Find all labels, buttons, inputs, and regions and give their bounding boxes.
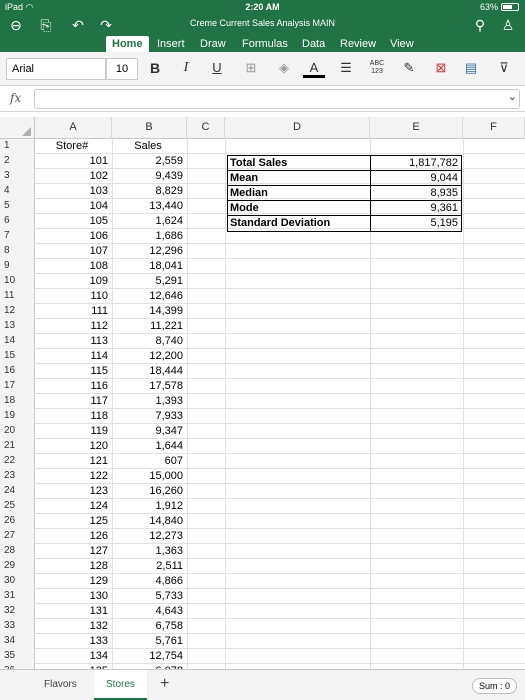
row-header[interactable]: 22 bbox=[0, 454, 35, 469]
row-header[interactable]: 24 bbox=[0, 484, 35, 499]
cell-sales[interactable]: 8,829 bbox=[155, 185, 183, 197]
cell-store[interactable]: 118 bbox=[90, 410, 108, 422]
cell-sales[interactable]: 7,933 bbox=[155, 410, 183, 422]
summary-value[interactable]: 5,195 bbox=[430, 217, 458, 229]
cell-store[interactable]: 133 bbox=[89, 635, 108, 647]
row-header[interactable]: 15 bbox=[0, 349, 35, 364]
table-row bbox=[0, 289, 525, 304]
row-header[interactable]: 27 bbox=[0, 529, 35, 544]
cell-store[interactable]: 117 bbox=[90, 395, 108, 407]
tab-draw[interactable]: Draw bbox=[200, 38, 226, 50]
cell-sales[interactable]: 16,260 bbox=[149, 485, 183, 497]
status-sum: Sum : 0 bbox=[472, 678, 517, 694]
cell-sales[interactable]: 13,440 bbox=[149, 200, 183, 212]
row-header[interactable]: 3 bbox=[0, 169, 35, 184]
cell-store[interactable]: 129 bbox=[89, 575, 108, 587]
undo-icon[interactable]: ↶ bbox=[72, 16, 84, 33]
table-row bbox=[0, 244, 525, 259]
title-bar bbox=[0, 14, 525, 36]
table-row bbox=[0, 634, 525, 649]
ribbon-tabs bbox=[0, 36, 525, 52]
cell-sales[interactable]: 12,200 bbox=[149, 350, 183, 362]
tab-insert[interactable]: Insert bbox=[157, 38, 185, 50]
summary-row bbox=[228, 171, 461, 186]
add-sheet-button[interactable]: + bbox=[160, 675, 170, 692]
tab-view[interactable]: View bbox=[390, 38, 414, 50]
table-row bbox=[0, 424, 525, 439]
device-label: iPad ◠ bbox=[5, 2, 34, 12]
row-header[interactable]: 18 bbox=[0, 394, 35, 409]
summary-label[interactable]: Mode bbox=[230, 202, 259, 214]
cell-sales[interactable]: 1,393 bbox=[155, 395, 183, 407]
cell-sales[interactable]: 15,000 bbox=[149, 470, 183, 482]
row-header[interactable]: 35 bbox=[0, 649, 35, 664]
cell-store[interactable]: 104 bbox=[89, 200, 108, 212]
cell-store[interactable]: 114 bbox=[90, 350, 108, 362]
row-header[interactable]: 16 bbox=[0, 364, 35, 379]
table-row bbox=[0, 619, 525, 634]
cell-sales[interactable]: 6,758 bbox=[155, 620, 183, 632]
tab-home[interactable]: Home bbox=[106, 36, 149, 52]
status-bar bbox=[0, 0, 525, 14]
row-header[interactable]: 19 bbox=[0, 409, 35, 424]
table-row bbox=[0, 529, 525, 544]
cell-sales[interactable]: 1,912 bbox=[155, 500, 183, 512]
font-name-box[interactable]: Arial bbox=[6, 58, 106, 80]
row-header[interactable]: 26 bbox=[0, 514, 35, 529]
table-row bbox=[0, 559, 525, 574]
share-user-icon[interactable]: ♙ bbox=[501, 16, 515, 33]
row-header[interactable]: 8 bbox=[0, 244, 35, 259]
cell-store[interactable]: 115 bbox=[90, 365, 108, 377]
row-header[interactable]: 33 bbox=[0, 619, 35, 634]
cell-sales[interactable]: 607 bbox=[164, 455, 183, 467]
table-row bbox=[0, 379, 525, 394]
cell-store[interactable]: 121 bbox=[89, 455, 108, 467]
cell-store[interactable]: 110 bbox=[90, 290, 108, 302]
cell-sales[interactable]: 12,273 bbox=[149, 530, 183, 542]
cell-store[interactable]: 120 bbox=[89, 440, 108, 452]
row-header[interactable]: 20 bbox=[0, 424, 35, 439]
summary-table bbox=[227, 155, 462, 232]
row-header[interactable]: 11 bbox=[0, 289, 35, 304]
table-row bbox=[0, 454, 525, 469]
summary-label[interactable]: Median bbox=[230, 187, 268, 199]
row-header[interactable]: 32 bbox=[0, 604, 35, 619]
number-format-button[interactable]: ABC 123 bbox=[369, 60, 385, 75]
cell-store[interactable]: 131 bbox=[89, 605, 108, 617]
cell-sales[interactable]: 1,686 bbox=[155, 230, 183, 242]
file-icon[interactable]: ⎘ bbox=[40, 16, 52, 33]
cell-sales[interactable]: 12,646 bbox=[149, 290, 183, 302]
home-toolbar bbox=[0, 52, 525, 86]
tab-formulas[interactable]: Formulas bbox=[242, 38, 288, 50]
cell-store[interactable]: 123 bbox=[89, 485, 108, 497]
cell-sales[interactable]: 12,754 bbox=[149, 650, 183, 662]
table-row bbox=[0, 319, 525, 334]
row-header[interactable]: 2 bbox=[0, 154, 35, 169]
table-row bbox=[0, 259, 525, 274]
summary-row bbox=[228, 156, 461, 171]
cell-sales[interactable]: 5,291 bbox=[155, 275, 183, 287]
cell-sales[interactable]: 2,511 bbox=[156, 560, 183, 572]
table-row bbox=[0, 139, 525, 154]
tab-review[interactable]: Review bbox=[340, 38, 377, 50]
summary-label[interactable]: Mean bbox=[230, 172, 259, 184]
table-row bbox=[0, 469, 525, 484]
sort-filter-icon[interactable]: ⊽ bbox=[499, 60, 509, 75]
row-header[interactable]: 7 bbox=[0, 229, 35, 244]
sheet-tab-stores[interactable]: Stores bbox=[94, 670, 147, 700]
insert-delete-icon[interactable]: ⊠ bbox=[435, 60, 447, 75]
redo-icon[interactable]: ↷ bbox=[100, 16, 112, 33]
tab-data[interactable]: Data bbox=[302, 38, 326, 50]
table-row bbox=[0, 349, 525, 364]
row-header[interactable]: 12 bbox=[0, 304, 35, 319]
cell-sales[interactable]: 14,399 bbox=[149, 305, 183, 317]
column-headers bbox=[0, 117, 525, 139]
row-header[interactable]: 28 bbox=[0, 544, 35, 559]
cell-sales[interactable]: 1,624 bbox=[155, 215, 183, 227]
column-header-a[interactable]: A bbox=[35, 117, 112, 139]
back-icon[interactable]: ⊖ bbox=[10, 16, 22, 33]
row-header[interactable]: 13 bbox=[0, 319, 35, 334]
battery-icon bbox=[501, 3, 519, 11]
search-icon[interactable]: ⚲ bbox=[474, 16, 486, 33]
column-header-b[interactable]: B bbox=[112, 117, 187, 139]
cell-store[interactable]: 127 bbox=[89, 545, 108, 557]
cell-store[interactable]: 113 bbox=[90, 335, 108, 347]
select-all-corner[interactable] bbox=[0, 117, 35, 139]
column-header-c[interactable]: C bbox=[187, 117, 225, 139]
cell-sales[interactable]: 9,439 bbox=[155, 170, 183, 182]
cell-sales[interactable]: 11,221 bbox=[150, 320, 183, 332]
format-cells-icon[interactable]: ▤ bbox=[464, 60, 478, 75]
table-row bbox=[0, 334, 525, 349]
align-icon[interactable]: ☰ bbox=[340, 60, 352, 75]
battery-fill bbox=[503, 5, 512, 9]
table-row bbox=[0, 589, 525, 604]
battery-status bbox=[480, 2, 519, 12]
sheet-tab-flavors[interactable]: Flavors bbox=[44, 679, 77, 690]
cell-store[interactable]: 132 bbox=[89, 620, 108, 632]
row-header[interactable]: 30 bbox=[0, 574, 35, 589]
table-row bbox=[0, 409, 525, 424]
row-header[interactable]: 25 bbox=[0, 499, 35, 514]
cell-sales[interactable]: 4,643 bbox=[155, 605, 183, 617]
cell-sales[interactable]: 2,559 bbox=[155, 155, 183, 167]
summary-label[interactable]: Standard Deviation bbox=[230, 217, 331, 229]
cell-store[interactable]: 128 bbox=[89, 560, 108, 572]
column-header-d[interactable]: D bbox=[225, 117, 370, 139]
formula-input[interactable] bbox=[34, 89, 520, 109]
cell-store[interactable]: 108 bbox=[89, 260, 108, 272]
row-header[interactable]: 4 bbox=[0, 184, 35, 199]
cell-sales[interactable]: 17,578 bbox=[149, 380, 183, 392]
wifi-icon: ◠ bbox=[25, 2, 34, 12]
cell-store[interactable]: 126 bbox=[89, 530, 108, 542]
table-row bbox=[0, 514, 525, 529]
cell-sales[interactable]: 1,363 bbox=[155, 545, 183, 557]
underline-button[interactable]: U bbox=[212, 60, 222, 75]
font-size-box[interactable]: 10 bbox=[106, 58, 138, 80]
table-row bbox=[0, 364, 525, 379]
column-header-f[interactable]: F bbox=[463, 117, 525, 139]
document-title: Creme Current Sales Analysis MAIN bbox=[189, 18, 336, 28]
cell-sales[interactable]: 12,296 bbox=[149, 245, 183, 257]
cell-store[interactable]: 130 bbox=[89, 590, 108, 602]
cell-store[interactable]: 116 bbox=[90, 380, 108, 392]
summary-label[interactable]: Total Sales bbox=[230, 157, 288, 169]
summary-value[interactable]: 9,361 bbox=[430, 202, 458, 214]
cell-sales[interactable]: 18,444 bbox=[149, 365, 183, 377]
summary-row bbox=[228, 216, 461, 231]
cell-sales[interactable]: 5,761 bbox=[155, 635, 183, 647]
row-header[interactable]: 14 bbox=[0, 334, 35, 349]
cell-store[interactable]: 101 bbox=[89, 155, 108, 167]
cell-store[interactable]: 119 bbox=[90, 425, 108, 437]
row-header[interactable]: 5 bbox=[0, 199, 35, 214]
row-header[interactable]: 31 bbox=[0, 589, 35, 604]
column-header-e[interactable]: E bbox=[370, 117, 463, 139]
fx-icon: fx bbox=[10, 91, 22, 105]
cell-store[interactable]: 102 bbox=[89, 170, 108, 182]
row-header[interactable]: 34 bbox=[0, 634, 35, 649]
row-header[interactable]: 17 bbox=[0, 379, 35, 394]
italic-button[interactable]: I bbox=[183, 60, 189, 75]
borders-icon[interactable]: ⊞ bbox=[245, 60, 257, 75]
cell-sales[interactable]: Sales bbox=[134, 140, 162, 152]
cell-store[interactable]: 103 bbox=[89, 185, 108, 197]
bold-button[interactable]: B bbox=[149, 60, 161, 76]
cell-sales[interactable]: 14,840 bbox=[149, 515, 183, 527]
cell-store[interactable]: 111 bbox=[91, 305, 108, 317]
summary-value[interactable]: 9,044 bbox=[430, 172, 458, 184]
table-row bbox=[0, 499, 525, 514]
cell-sales[interactable]: 8,740 bbox=[155, 335, 183, 347]
row-header[interactable]: 9 bbox=[0, 259, 35, 274]
row-header[interactable]: 29 bbox=[0, 559, 35, 574]
cell-sales[interactable]: 9,347 bbox=[155, 425, 183, 437]
table-row bbox=[0, 649, 525, 664]
table-row bbox=[0, 439, 525, 454]
cell-sales[interactable]: 18,041 bbox=[149, 260, 183, 272]
row-header[interactable]: 23 bbox=[0, 469, 35, 484]
cell-store[interactable]: Store# bbox=[55, 140, 89, 152]
chevron-down-icon[interactable]: ⌄ bbox=[507, 91, 517, 103]
table-row bbox=[0, 604, 525, 619]
sheet-tabs-bar bbox=[0, 669, 525, 700]
summary-row bbox=[228, 186, 461, 201]
cell-store[interactable]: 109 bbox=[89, 275, 108, 287]
battery-percent: 63% bbox=[479, 2, 498, 12]
cell-sales[interactable]: 4,866 bbox=[155, 575, 183, 587]
table-row bbox=[0, 304, 525, 319]
formula-bar bbox=[0, 86, 525, 112]
row-header[interactable]: 21 bbox=[0, 439, 35, 454]
cell-store[interactable]: 124 bbox=[89, 500, 108, 512]
cell-sales[interactable]: 5,733 bbox=[155, 590, 183, 602]
cell-store[interactable]: 134 bbox=[89, 650, 108, 662]
cell-store[interactable]: 125 bbox=[89, 515, 108, 527]
row-header[interactable]: 1 bbox=[0, 139, 35, 154]
table-row bbox=[0, 544, 525, 559]
cell-store[interactable]: 122 bbox=[89, 470, 108, 482]
fill-color-icon[interactable]: ◈ bbox=[279, 60, 289, 75]
clock: 2:20 AM bbox=[245, 2, 280, 12]
row-header[interactable]: 10 bbox=[0, 274, 35, 289]
cell-sales[interactable]: 1,644 bbox=[155, 440, 183, 452]
table-row bbox=[0, 394, 525, 409]
table-row bbox=[0, 574, 525, 589]
cell-store[interactable]: 112 bbox=[90, 320, 108, 332]
row-header[interactable]: 6 bbox=[0, 214, 35, 229]
cell-store[interactable]: 106 bbox=[89, 230, 108, 242]
font-color-button[interactable]: A bbox=[303, 60, 325, 78]
summary-value[interactable]: 1,817,782 bbox=[409, 157, 458, 169]
cell-store[interactable]: 107 bbox=[89, 245, 108, 257]
cell-store[interactable]: 105 bbox=[89, 215, 108, 227]
summary-row bbox=[228, 201, 461, 216]
table-row bbox=[0, 274, 525, 289]
cell-styles-icon[interactable]: ✎ bbox=[403, 60, 415, 75]
table-row bbox=[0, 484, 525, 499]
summary-value[interactable]: 8,935 bbox=[430, 187, 458, 199]
